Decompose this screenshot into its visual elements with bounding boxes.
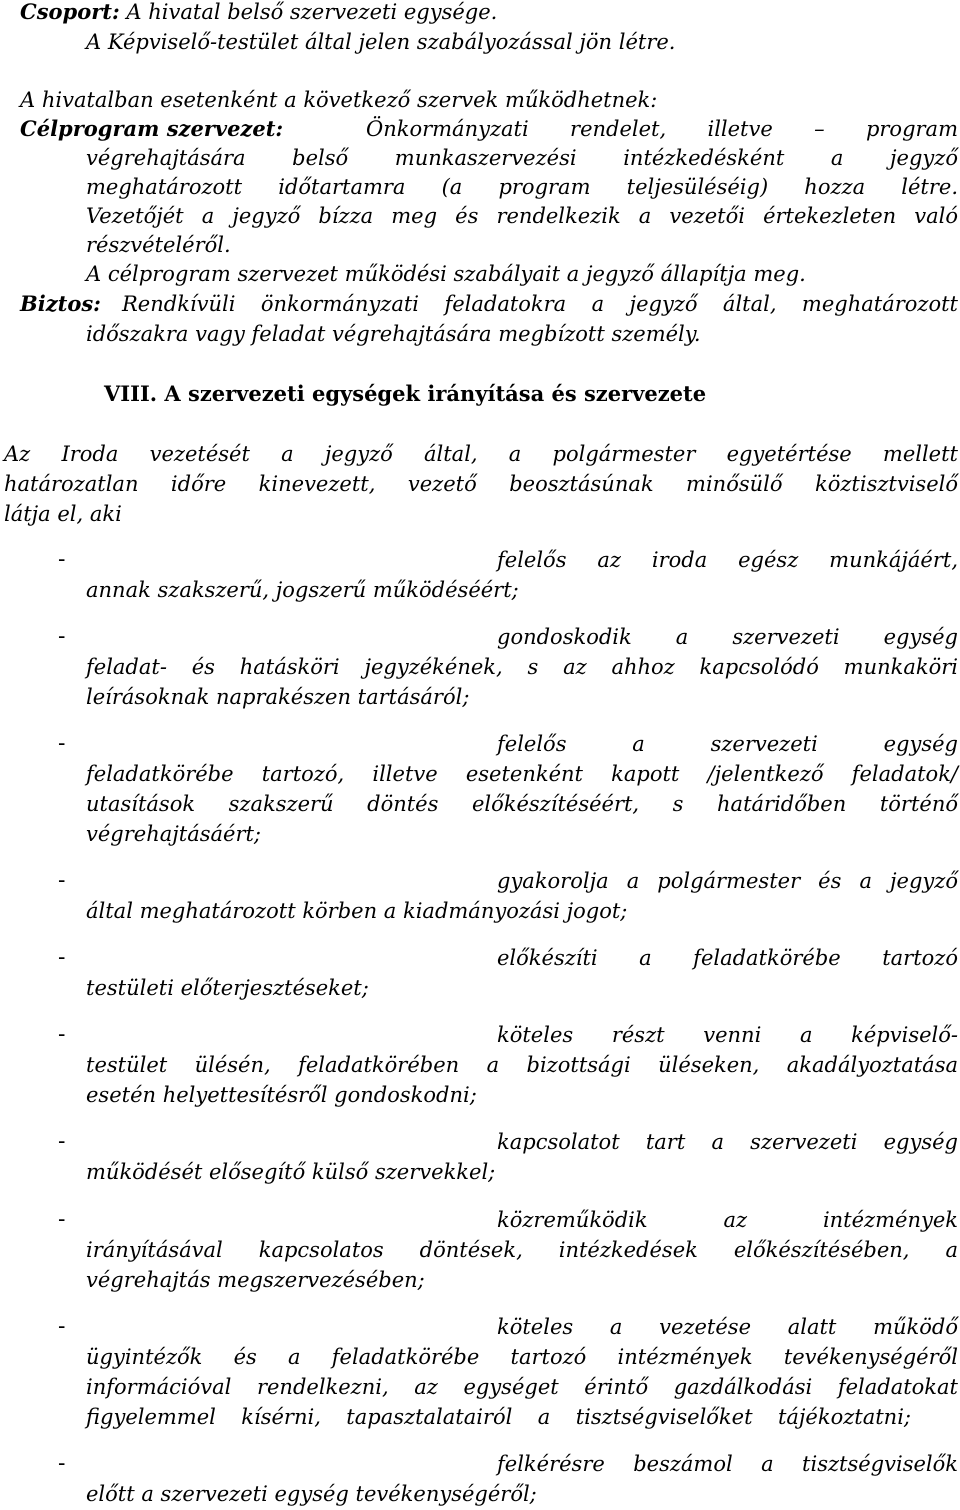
list-item-6-head: köteles részt venni a képviselő- [497, 1023, 958, 1047]
celprogram-term: Célprogram szervezet: [20, 116, 284, 141]
list-item-2-line: leírásoknak naprakészen tartásáról; [86, 685, 470, 709]
list-item-3-line: feladatkörébe tartozó, illetve esetenként kapott /jelentkező feladatok/ [86, 762, 958, 786]
list-item-9-line: ügyintézők és a feladatkörébe tartozó intézmények tevékenységéről [86, 1345, 958, 1369]
csoport-definition [20, 0, 497, 26]
list-item-2-head: gondoskodik a szervezeti egység [497, 625, 958, 649]
list-item-5-head: előkészíti a feladatkörébe tartozó [497, 946, 958, 970]
list-item-2-line: feladat- és hatásköri jegyzékének, s az ahhoz kapcsolódó munkaköri [86, 655, 958, 679]
celprogram-line1: Önkormányzati rendelet, illetve – program [366, 117, 958, 141]
celprogram-line5: részvételéről. [86, 233, 231, 257]
list-item-5-dash: - [58, 945, 66, 970]
list-item-10-head: felkérésre beszámol a tisztségviselők [497, 1452, 958, 1476]
section-number: VIII. [104, 381, 158, 406]
list-item-3-line: végrehajtásáért; [86, 822, 261, 846]
list-item-4-line: által meghatározott körben a kiadmányozási jogot; [86, 899, 628, 923]
list-item-8-line: végrehajtás megszervezésében; [86, 1268, 425, 1292]
csoport-text: A hivatal belső szervezeti egysége. [119, 0, 498, 24]
list-item-9-line: figyelemmel kísérni, tapasztalatairól a tisztségviselőket tájékoztatni; [86, 1405, 911, 1429]
list-item-7-dash: - [58, 1129, 66, 1154]
biztos-line1: Rendkívüli önkormányzati feladatokra a jegyző által, meghatározott [122, 292, 958, 316]
section-title: A szervezeti egységek irányítása és szervezete [164, 381, 707, 406]
biztos-line2: időszakra vagy feladat végrehajtására megbízott személy. [86, 322, 701, 346]
list-item-2-dash: - [58, 624, 66, 649]
list-item-5-line: testületi előterjesztéseket; [86, 976, 369, 1000]
list-item-8-line: irányításával kapcsolatos döntések, intézkedések előkészítésében, a [86, 1238, 958, 1262]
list-item-9-line: információval rendelkezni, az egységet érintő gazdálkodási feladatokat [86, 1375, 958, 1399]
list-item-8-head: közreműködik az intézmények [497, 1208, 958, 1232]
list-item-6-dash: - [58, 1022, 66, 1047]
paragraph-line3: látja el, aki [4, 502, 122, 526]
list-item-3-dash: - [58, 731, 66, 756]
list-item-1-head: felelős az iroda egész munkájáért, [497, 548, 958, 572]
list-item-9-head: köteles a vezetése alatt működő [497, 1315, 958, 1339]
list-item-10-line: előtt a szervezeti egység tevékenységéről; [86, 1482, 537, 1506]
csoport-term: Csoport: [20, 0, 120, 24]
paragraph-line2: határozatlan időre kinevezett, vezető beosztásúnak minősülő köztisztviselő [4, 472, 958, 496]
list-item-6-line: testület ülésén, feladatkörében a bizottsági üléseken, akadályoztatása [86, 1053, 958, 1077]
organs-intro: A hivatalban esetenként a következő szervek működhetnek: [20, 88, 658, 112]
section-heading [104, 380, 706, 408]
celprogram-line2: végrehajtására belső munkaszervezési intézkedésként a jegyző [86, 146, 958, 170]
paragraph-line1: Az Iroda vezetését a jegyző által, a polgármester egyetértése mellett [4, 442, 958, 466]
biztos-term: Biztos: [20, 291, 101, 316]
list-item-7-line: működését elősegítő külső szervekkel; [86, 1160, 496, 1184]
list-item-3-line: utasítások szakszerű döntés előkészítéséért, s határidőben történő [86, 792, 958, 816]
list-item-10-dash: - [58, 1451, 66, 1476]
list-item-3-head: felelős a szervezeti egység [497, 732, 958, 756]
celprogram-line6: A célprogram szervezet működési szabályait a jegyző állapítja meg. [86, 262, 806, 286]
list-item-4-dash: - [58, 868, 66, 893]
list-item-4-head: gyakorolja a polgármester és a jegyző [497, 869, 958, 893]
list-item-1-line: annak szakszerű, jogszerű működéséért; [86, 578, 519, 602]
csoport-line2: A Képviselő-testület által jelen szabályozással jön létre. [86, 30, 676, 54]
list-item-7-head: kapcsolatot tart a szervezeti egység [497, 1130, 958, 1154]
celprogram-line4: Vezetőjét a jegyző bízza meg és rendelkezik a vezetői értekezleten való [86, 204, 958, 228]
celprogram-line3: meghatározott időtartamra (a program teljesüléséig) hozza létre. [86, 175, 958, 199]
list-item-6-line: esetén helyettesítésről gondoskodni; [86, 1083, 477, 1107]
list-item-9-dash: - [58, 1314, 66, 1339]
list-item-1-dash: - [58, 547, 66, 572]
list-item-8-dash: - [58, 1207, 66, 1232]
